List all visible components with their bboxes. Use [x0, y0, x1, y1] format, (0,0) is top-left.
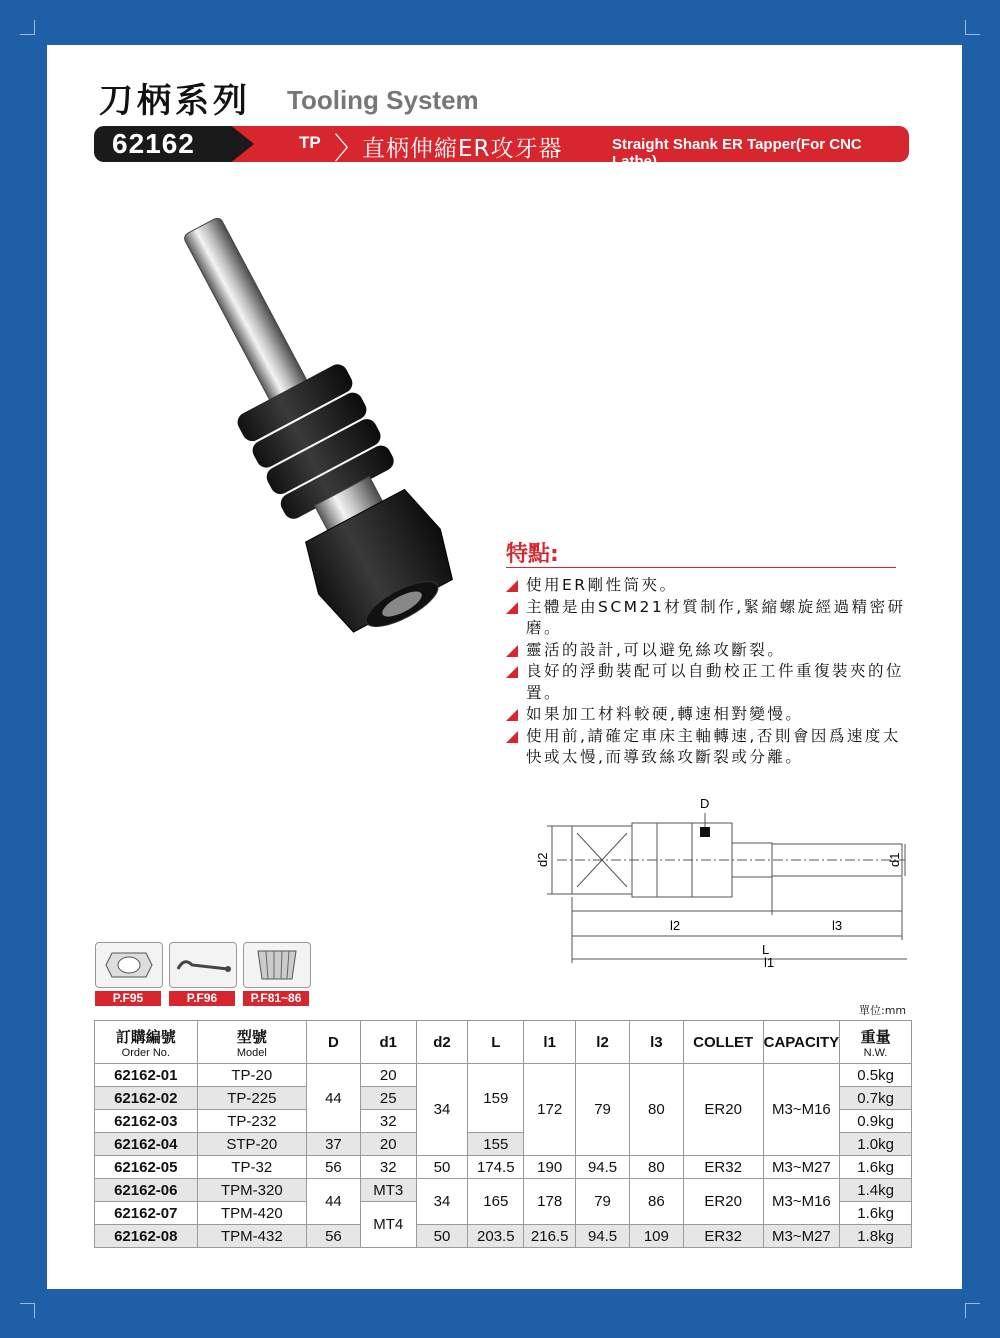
feature-text: 良好的浮動裝配可以自動校正工件重復裝夾的位置。 [526, 662, 905, 702]
cell-collet: ER32 [683, 1156, 763, 1179]
weight: 0.7kg [840, 1087, 912, 1110]
weight: 0.9kg [840, 1110, 912, 1133]
table-row [95, 1225, 912, 1248]
cell-d1: 25 [360, 1087, 416, 1110]
weight: 1.0kg [840, 1133, 912, 1156]
model: TP-232 [197, 1110, 306, 1133]
order-no: 62162-02 [95, 1087, 198, 1110]
model: TP-225 [197, 1087, 306, 1110]
col-D: D [307, 1021, 361, 1064]
table-row [95, 1156, 912, 1179]
order-no: 62162-08 [95, 1225, 198, 1248]
cell-l3: 109 [629, 1225, 683, 1248]
product-name-en: Straight Shank ER Tapper(For CNC Lathe) [612, 136, 862, 170]
weight: 1.8kg [840, 1225, 912, 1248]
cell-L: 159 [468, 1064, 524, 1133]
cell-d1: 20 [360, 1133, 416, 1156]
crop-mark [965, 20, 980, 35]
accessory-nut [95, 942, 163, 988]
feature-item [506, 704, 906, 726]
cell-l2: 79 [576, 1064, 630, 1156]
cell-L: 165 [468, 1179, 524, 1225]
product-name-cn: 直柄伸縮ER攻牙器 [362, 136, 563, 162]
dim-label-l1: l1 [764, 955, 775, 968]
triangle-bullet-icon [506, 602, 518, 614]
nut-icon [96, 943, 162, 987]
cell-D: 37 [307, 1133, 361, 1156]
cell-l1: 216.5 [524, 1225, 576, 1248]
cell-l3: 86 [629, 1179, 683, 1225]
product-tag: TP [299, 133, 321, 152]
features-divider [506, 567, 896, 568]
accessory-wrench [169, 942, 237, 988]
page-title-cn: 刀柄系列 [99, 81, 251, 121]
cell-l3: 80 [629, 1064, 683, 1156]
cell-L: 155 [468, 1133, 524, 1156]
d-marker [700, 827, 710, 837]
order-no: 62162-07 [95, 1202, 198, 1225]
feature-item [506, 597, 906, 640]
feature-text: 使用前,請確定車床主軸轉速,否則會因爲速度太快或太慢,而導致絲攻斷裂或分離。 [526, 726, 901, 766]
crop-mark [20, 20, 35, 35]
cell-d2: 34 [416, 1179, 468, 1225]
feature-item [506, 640, 906, 662]
features-list [506, 575, 906, 769]
model: STP-20 [197, 1133, 306, 1156]
dim-label-d1: d1 [887, 852, 902, 867]
cell-l3: 80 [629, 1156, 683, 1179]
model: TPM-420 [197, 1202, 306, 1225]
model: TPM-432 [197, 1225, 306, 1248]
cell-d1: 32 [360, 1110, 416, 1133]
order-no: 62162-03 [95, 1110, 198, 1133]
cell-D: 56 [307, 1156, 361, 1179]
accessory-ref-wrench: P.F96 [169, 991, 235, 1006]
col-model: 型號 Model [197, 1021, 306, 1064]
features-title: 特點: [506, 542, 559, 567]
chevron-right-icon: 〉 [334, 132, 364, 167]
spec-table [94, 1020, 912, 1248]
weight: 0.5kg [840, 1064, 912, 1087]
cell-l2: 94.5 [576, 1225, 630, 1248]
weight: 1.6kg [840, 1202, 912, 1225]
feature-text: 靈活的設計,可以避免絲攻斷裂。 [526, 640, 786, 659]
cell-D: 44 [307, 1064, 361, 1133]
dim-label-L: L [762, 942, 770, 957]
col-l3: l3 [629, 1021, 683, 1064]
triangle-bullet-icon [506, 645, 518, 657]
dim-label-D: D [700, 796, 710, 811]
product-code: 62162 [112, 128, 195, 159]
cell-L: 203.5 [468, 1225, 524, 1248]
cell-d1: MT3 [360, 1179, 416, 1202]
order-no: 62162-06 [95, 1179, 198, 1202]
cell-l2: 94.5 [576, 1156, 630, 1179]
col-d2: d2 [416, 1021, 468, 1064]
collet-icon [244, 943, 310, 987]
col-d1: d1 [360, 1021, 416, 1064]
weight: 1.4kg [840, 1179, 912, 1202]
cell-capacity: M3~M16 [763, 1064, 840, 1156]
dim-label-l2: l2 [670, 918, 681, 933]
cell-collet: ER20 [683, 1179, 763, 1225]
feature-text: 使用ER剛性筒夾。 [526, 576, 678, 594]
cell-d1: 20 [360, 1064, 416, 1087]
feature-item [506, 661, 906, 704]
dim-label-d2: d2 [535, 852, 550, 867]
order-no: 62162-04 [95, 1133, 198, 1156]
cell-l1: 190 [524, 1156, 576, 1179]
model: TP-20 [197, 1064, 306, 1087]
triangle-bullet-icon [506, 666, 518, 678]
col-l2: l2 [576, 1021, 630, 1064]
cell-capacity: M3~M27 [763, 1225, 840, 1248]
triangle-bullet-icon [506, 731, 518, 743]
table-header-row [95, 1021, 912, 1064]
technical-drawing [527, 783, 907, 968]
accessory-ref-collet: P.F81~86 [243, 991, 309, 1006]
product-banner [94, 126, 909, 170]
cell-collet: ER20 [683, 1064, 763, 1156]
crop-mark [20, 1303, 35, 1318]
catalog-page [47, 45, 962, 1289]
feature-item [506, 726, 906, 769]
feature-item [506, 575, 906, 597]
order-no: 62162-01 [95, 1064, 198, 1087]
page-title-en: Tooling System [287, 85, 479, 115]
cell-capacity: M3~M27 [763, 1156, 840, 1179]
cell-collet: ER32 [683, 1225, 763, 1248]
cell-capacity: M3~M16 [763, 1179, 840, 1225]
product-photo [137, 205, 497, 645]
col-weight: 重量 N.W. [840, 1021, 912, 1064]
table-row [95, 1064, 912, 1087]
col-L: L [468, 1021, 524, 1064]
dim-label-l3: l3 [832, 918, 843, 933]
accessory-collet [243, 942, 311, 988]
crop-mark [965, 1303, 980, 1318]
cell-D: 56 [307, 1225, 361, 1248]
accessory-ref-nut: P.F95 [95, 991, 161, 1006]
cell-d2: 50 [416, 1156, 468, 1179]
col-l1: l1 [524, 1021, 576, 1064]
col-order: 訂購編號 Order No. [95, 1021, 198, 1064]
col-capacity: CAPACITY [763, 1021, 840, 1064]
unit-label: 單位:mm [859, 1004, 907, 1017]
weight: 1.6kg [840, 1156, 912, 1179]
cell-l2: 79 [576, 1179, 630, 1225]
wrench-icon [170, 943, 236, 987]
triangle-bullet-icon [506, 580, 518, 592]
feature-text: 如果加工材料較硬,轉速相對變慢。 [526, 705, 804, 723]
cell-L: 174.5 [468, 1156, 524, 1179]
cell-d2: 34 [416, 1064, 468, 1156]
cell-D: 44 [307, 1179, 361, 1225]
triangle-bullet-icon [506, 709, 518, 721]
cell-d1: 32 [360, 1156, 416, 1179]
model: TP-32 [197, 1156, 306, 1179]
table-row [95, 1179, 912, 1202]
model: TPM-320 [197, 1179, 306, 1202]
order-no: 62162-05 [95, 1156, 198, 1179]
cell-l1: 178 [524, 1179, 576, 1225]
cell-l1: 172 [524, 1064, 576, 1156]
feature-text: 主體是由SCM21材質制作,緊縮螺旋經過精密研磨。 [526, 597, 906, 637]
shank-shape [183, 216, 314, 412]
cell-d2: 50 [416, 1225, 468, 1248]
col-collet: COLLET [683, 1021, 763, 1064]
cell-d1: MT4 [360, 1202, 416, 1248]
